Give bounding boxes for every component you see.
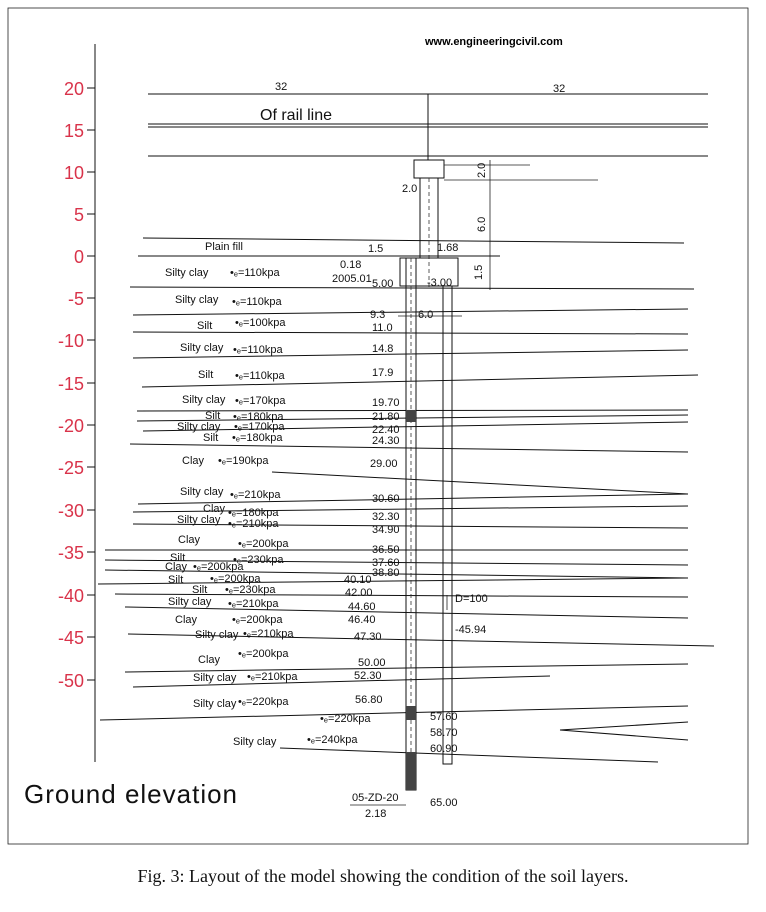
layer-name: Silty clay — [180, 342, 224, 354]
layer-capacity: •ₑ=210kpa — [228, 518, 279, 530]
depth-value: 47.30 — [354, 631, 382, 643]
axis-title: Ground elevation — [24, 779, 239, 809]
layer-boundary — [133, 332, 688, 334]
layer-capacity: •ₑ=230kpa — [225, 584, 276, 596]
rail-label: Of rail line — [260, 107, 333, 124]
depth-value: 1.5 — [368, 243, 384, 255]
layer-name: Clay — [203, 503, 226, 515]
layer-name: Silty clay — [180, 486, 224, 498]
layer-name: Silt — [197, 320, 213, 332]
depth-value: 57.60 — [430, 711, 458, 723]
dim-right: 32 — [553, 83, 566, 95]
layer-boundary — [272, 472, 688, 494]
tick-label: 10 — [63, 163, 84, 183]
layer-capacity: •ₑ=220kpa — [238, 696, 289, 708]
depth-value: 30.60 — [372, 493, 400, 505]
pile-code: 05-ZD-20 — [352, 792, 399, 804]
layer-capacity: •ₑ=110kpa — [230, 267, 280, 279]
tick-label: -20 — [57, 416, 84, 436]
watermark-text: www.engineeringcivil.com — [425, 36, 563, 48]
layer-capacity: •ₑ=170kpa — [234, 421, 285, 433]
layer-name: Silty clay — [233, 736, 277, 748]
tick-label: -45 — [57, 628, 84, 648]
layer-capacity: •ₑ=180kpa — [228, 507, 279, 519]
layer-boundary — [130, 287, 694, 289]
pier-column — [400, 94, 598, 290]
depth-value: 40.10 — [344, 574, 372, 586]
dim-6-0: 6.0 — [476, 216, 488, 232]
layer-capacity: •ₑ=110kpa — [232, 296, 282, 308]
tick-label: -30 — [57, 501, 84, 521]
tick-label: -40 — [57, 586, 84, 606]
tick-label: 20 — [63, 79, 84, 99]
dim-2-0-horizontal: 2.0 — [402, 183, 418, 195]
depth-value: 19.70 — [372, 397, 400, 409]
depth-value: 11.0 — [372, 322, 393, 334]
layer-capacity: •ₑ=240kpa — [307, 734, 358, 746]
layer-boundary — [280, 748, 658, 762]
depth-value: 36.50 — [372, 544, 400, 556]
depth-value: 32.30 — [372, 511, 400, 523]
pile-top-dim: 1.68 — [437, 242, 459, 254]
layer-capacity: •ₑ=200kpa — [238, 538, 289, 550]
depth-value: 44.60 — [348, 601, 376, 613]
pile-shaft — [443, 286, 452, 764]
tick-label: 5 — [73, 205, 84, 225]
depth-value: 17.9 — [372, 367, 394, 379]
layer-boundary — [560, 722, 688, 730]
layer-capacity: •ₑ=100kpa — [235, 317, 286, 329]
pile-bottom-dim: 2.18 — [365, 808, 387, 820]
layer-name: Clay — [182, 455, 205, 467]
layer-name: Silt — [205, 410, 221, 422]
layer-name: Silty clay — [177, 514, 221, 526]
figure-caption: Fig. 3: Layout of the model showing the condition of the soil layers. — [137, 866, 629, 886]
layer-name: Silty clay — [175, 294, 219, 306]
layer-capacity: •ₑ=200kpa — [210, 573, 261, 585]
tick-label: -5 — [67, 289, 84, 309]
depth-value: 34.90 — [372, 524, 400, 536]
layer-capacity: •ₑ=230kpa — [233, 554, 284, 566]
pier-shaft — [420, 178, 438, 258]
pile-joint — [406, 706, 416, 720]
tick-label: -25 — [57, 458, 84, 478]
dim-1-5: 1.5 — [473, 264, 485, 280]
depth-value: 2005.01 — [332, 273, 372, 285]
layer-boundary — [100, 706, 688, 720]
layer-name: Plain fill — [205, 241, 243, 253]
layer-name: Silty clay — [177, 421, 221, 433]
pile-tip-elev: -45.94 — [455, 624, 487, 636]
bearing-block — [414, 160, 444, 178]
layer-capacity: •ₑ=210kpa — [247, 671, 298, 683]
layer-capacity: •ₑ=210kpa — [230, 489, 281, 501]
tick-label: 15 — [63, 121, 84, 141]
layer-name: Silty clay — [182, 394, 226, 406]
pile-cap-elev: -3.00 — [427, 277, 453, 289]
layer-boundary — [133, 309, 688, 315]
layer-capacity: •ₑ=210kpa — [243, 628, 294, 640]
layer-name: Clay — [175, 614, 198, 626]
depth-value: 42.00 — [345, 587, 373, 599]
layer-boundary — [560, 730, 688, 740]
layer-boundary — [142, 375, 698, 387]
layer-capacity: •ₑ=110kpa — [233, 344, 283, 356]
tick-label: -15 — [57, 374, 84, 394]
depth-value: 52.30 — [354, 670, 382, 682]
layer-name: Silt — [168, 574, 184, 586]
depth-value: 50.00 — [358, 657, 386, 669]
depth-value: 21.80 — [372, 411, 400, 423]
layer-name: Silty clay — [168, 596, 212, 608]
tick-label: -10 — [57, 331, 84, 351]
depth-value: 24.30 — [372, 435, 400, 447]
layer-name: Silty clay — [193, 698, 237, 710]
layer-name: Clay — [198, 654, 221, 666]
axis-ticks — [87, 88, 95, 680]
pile-right — [443, 286, 452, 764]
dim-left: 32 — [275, 81, 288, 93]
layer-labels — [165, 241, 371, 748]
layer-name: Clay — [178, 534, 201, 546]
tick-label: -50 — [57, 671, 84, 691]
layer-name: Silt — [192, 584, 208, 596]
layer-capacity: •ₑ=180kpa — [232, 432, 283, 444]
layer-name: Clay — [165, 561, 188, 573]
layer-capacity: •ₑ=200kpa — [232, 614, 283, 626]
dim-2-0-vertical: 2.0 — [476, 162, 488, 178]
depth-value: 38.80 — [372, 567, 400, 579]
layer-name: Silty clay — [195, 629, 239, 641]
depth-value: 37.60 — [372, 557, 400, 569]
layer-name: Silty clay — [193, 672, 237, 684]
pile-tip — [406, 752, 416, 790]
layer-capacity: •ₑ=190kpa — [218, 455, 269, 467]
layer-capacity: •ₑ=170kpa — [235, 395, 286, 407]
layer-capacity: •ₑ=110kpa — [235, 370, 285, 382]
depth-value: 5.00 — [372, 278, 394, 290]
depth-value: 46.40 — [348, 614, 376, 626]
tick-label: -35 — [57, 543, 84, 563]
depth-value: 58.70 — [430, 727, 458, 739]
layer-capacity: •ₑ=180kpa — [233, 411, 284, 423]
depth-value: 56.80 — [355, 694, 383, 706]
depth-value: 60.90 — [430, 743, 458, 755]
tick-label: 0 — [73, 247, 84, 267]
layer-name: Silty clay — [165, 267, 209, 279]
pile-joint — [406, 410, 416, 422]
layer-boundary — [130, 444, 688, 452]
layer-capacity: •ₑ=220kpa — [320, 713, 371, 725]
layer-name: Silt — [198, 369, 214, 381]
axis-tick-labels — [58, 79, 84, 691]
pile-diameter: D=100 — [455, 593, 488, 605]
depth-value: 14.8 — [372, 343, 394, 355]
depth-value: 9.3 — [370, 309, 386, 321]
depth-value: 0.18 — [340, 259, 362, 271]
depth-value: 65.00 — [430, 797, 458, 809]
depth-value: 29.00 — [370, 458, 398, 470]
pile-cap-dim: 6.0 — [418, 309, 434, 321]
layer-capacity: •ₑ=200kpa — [238, 648, 289, 660]
layer-capacity: •ₑ=210kpa — [228, 598, 279, 610]
layer-name: Silt — [203, 432, 219, 444]
layer-name: Silt — [170, 552, 186, 564]
depth-value: 22.40 — [372, 424, 400, 436]
layer-capacity: •ₑ=200kpa — [193, 561, 244, 573]
